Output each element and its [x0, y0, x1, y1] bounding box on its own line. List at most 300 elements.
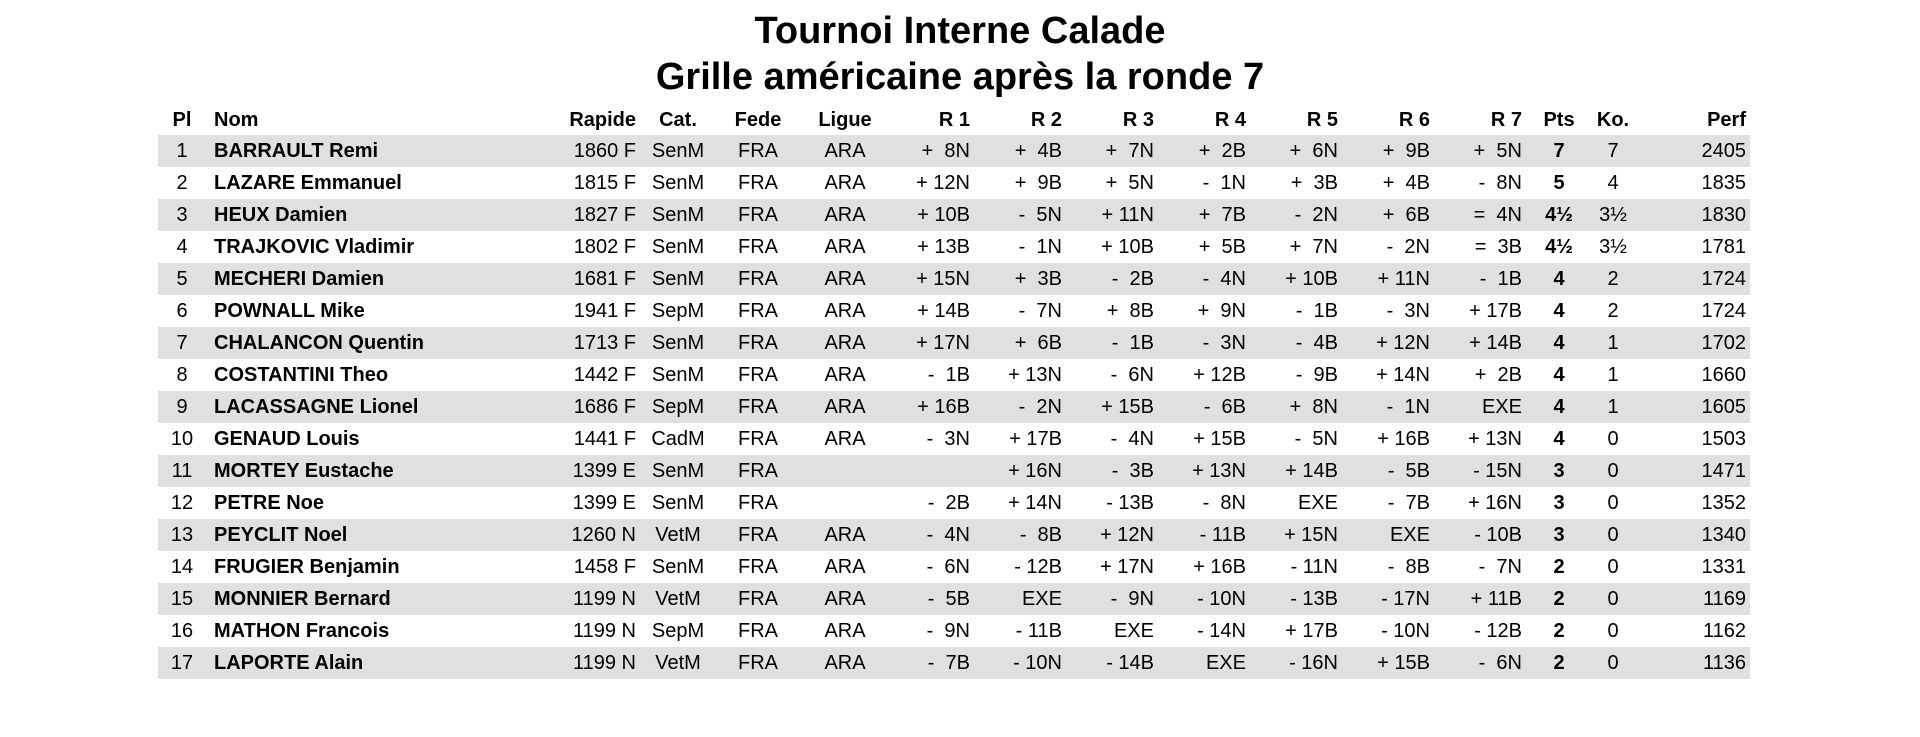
cell-r3: - 6N [1110, 363, 1154, 386]
cell-r4: + 15B [1193, 427, 1246, 450]
cell-nom: POWNALL Mike [214, 299, 365, 322]
cell-r2: - 10N [982, 647, 1074, 679]
cell-perf: 1724 [1701, 299, 1746, 322]
cell-r1: - 6N [926, 555, 970, 578]
cell-fede: FRA [716, 455, 800, 487]
cell-perf: 1724 [1642, 263, 1750, 295]
cell-ko: 4 [1607, 171, 1619, 194]
cell-ko: 0 [1584, 455, 1642, 487]
cell-r6: - 17N [1350, 583, 1442, 615]
cell-pl: 15 [158, 583, 206, 615]
cell-ko: 0 [1584, 647, 1642, 679]
cell-ko: 0 [1607, 555, 1619, 578]
cell-r5: - 5N [1294, 427, 1338, 450]
cell-perf: 1340 [1642, 519, 1750, 551]
cell-r6: + 4B [1382, 171, 1430, 194]
cell-r7: EXE [1442, 391, 1534, 423]
cell-r4: + 7B [1166, 199, 1258, 231]
cell-r7: - 10B [1442, 519, 1534, 551]
cell-r5: - 13B [1258, 583, 1350, 615]
cell-perf: 1605 [1642, 391, 1750, 423]
cell-r7: = 4N [1442, 199, 1534, 231]
cell-pl: 17 [158, 647, 206, 679]
cell-perf: 1162 [1702, 619, 1746, 642]
cell-r5: + 15N [1258, 519, 1350, 551]
cell-ligue: ARA [800, 135, 890, 167]
cell-r2: - 12B [1014, 555, 1062, 578]
cell-ko: 1 [1584, 391, 1642, 423]
cell-cat: CadM [651, 427, 705, 450]
page-title [0, 8, 1920, 100]
table-row [158, 391, 1750, 423]
cell-r4: - 8N [1202, 491, 1246, 514]
cell-r4: - 14N [1197, 619, 1246, 642]
cell-ligue: ARA [824, 427, 866, 450]
cell-rapide: 1941 F [573, 299, 636, 322]
cell-r4: - 6B [1166, 391, 1258, 423]
table-row [158, 583, 1750, 615]
cell-ko: 2 [1584, 263, 1642, 295]
header-r1: R 1 [938, 108, 970, 131]
cell-pl: 9 [158, 391, 206, 423]
table-row [158, 263, 1750, 295]
cell-ligue: ARA [800, 583, 890, 615]
cell-rapide: 1713 F [536, 327, 640, 359]
table-row [158, 327, 1750, 359]
cell-rapide: 1199 N [572, 619, 636, 642]
header-cat: Cat. [659, 108, 697, 131]
cell-perf: 1169 [1642, 583, 1750, 615]
cell-ko: 0 [1607, 427, 1619, 450]
cell-r6: + 14N [1376, 363, 1430, 386]
cell-ligue: ARA [800, 519, 890, 551]
cell-perf: 1835 [1701, 171, 1746, 194]
cell-r7: + 5N [1442, 135, 1534, 167]
cell-r2: - 5N [982, 199, 1074, 231]
table-row [158, 519, 1750, 551]
cell-r1: + 12N [916, 171, 970, 194]
cell-r5: - 1B [1295, 299, 1338, 322]
cell-pts: 4 [1534, 263, 1584, 295]
cell-pts: 2 [1534, 647, 1584, 679]
cell-fede: FRA [716, 263, 800, 295]
cell-r6: EXE [1350, 519, 1442, 551]
cell-r7: - 12B [1474, 619, 1522, 642]
cell-nom: FRUGIER Benjamin [214, 555, 400, 578]
cell-r5: - 11N [1290, 555, 1338, 578]
cell-r5: EXE [1297, 491, 1338, 514]
cell-perf: 2405 [1642, 135, 1750, 167]
header-rapide: Rapide [569, 108, 636, 131]
cell-r2: - 1N [1018, 235, 1062, 258]
cell-pts: 4½ [1534, 199, 1584, 231]
cell-r3: - 2B [1074, 263, 1166, 295]
cell-r1: + 15N [890, 263, 982, 295]
cell-r4: - 3N [1166, 327, 1258, 359]
cell-r1: - 5B [890, 583, 982, 615]
cell-r1: + 10B [890, 199, 982, 231]
cell-nom: MECHERI Damien [206, 263, 536, 295]
title-line-2: Grille américaine après la ronde 7 [655, 56, 1265, 98]
cell-rapide: 1441 F [573, 427, 636, 450]
cell-r6: + 9B [1350, 135, 1442, 167]
cell-pl: 7 [158, 327, 206, 359]
cell-cat: SepM [651, 299, 705, 322]
cell-r4: + 13N [1166, 455, 1258, 487]
cell-ligue: ARA [800, 647, 890, 679]
cell-nom: MORTEY Eustache [206, 455, 536, 487]
cell-r4: + 9N [1197, 299, 1246, 322]
cell-r3: - 14B [1074, 647, 1166, 679]
cell-pts: 4½ [1545, 235, 1573, 258]
cell-r2: - 7N [1018, 299, 1062, 322]
cell-r3: + 7N [1074, 135, 1166, 167]
cell-rapide: 1802 F [573, 235, 636, 258]
table-row [158, 359, 1750, 391]
cell-r2: + 9B [1014, 171, 1062, 194]
cell-fede: FRA [716, 199, 800, 231]
cell-pts: 4 [1553, 299, 1565, 322]
header-r4: R 4 [1214, 108, 1246, 131]
cell-r4: - 1N [1202, 171, 1246, 194]
cell-r1: - 7B [890, 647, 982, 679]
cell-nom: GENAUD Louis [214, 427, 360, 450]
cell-r4: + 12B [1193, 363, 1246, 386]
cell-r7: - 1B [1442, 263, 1534, 295]
cell-ligue: ARA [824, 363, 866, 386]
cell-r2: - 8B [982, 519, 1074, 551]
cell-r5: + 14B [1258, 455, 1350, 487]
cell-rapide: 1442 F [573, 363, 636, 386]
cell-cat: SenM [640, 199, 716, 231]
cell-rapide: 1199 N [536, 647, 640, 679]
cell-r6: - 7B [1387, 491, 1430, 514]
cell-r2: - 11B [1015, 619, 1062, 642]
cell-cat: SenM [640, 327, 716, 359]
cell-pl: 6 [176, 299, 188, 322]
cell-ligue: ARA [824, 555, 866, 578]
cell-r5: + 3B [1290, 171, 1338, 194]
cell-pts: 3 [1553, 491, 1565, 514]
cell-r1: - 3N [926, 427, 970, 450]
cell-perf: 1136 [1642, 647, 1750, 679]
cell-ko: 1 [1607, 363, 1619, 386]
cell-rapide: 1458 F [573, 555, 636, 578]
cell-r1: + 13B [917, 235, 970, 258]
cell-perf: 1331 [1701, 555, 1746, 578]
cell-r2: + 16N [982, 455, 1074, 487]
cell-pts: 2 [1553, 619, 1565, 642]
cell-r7: = 3B [1474, 235, 1522, 258]
cell-r6: - 5B [1350, 455, 1442, 487]
cell-cat: VetM [640, 583, 716, 615]
cell-r5: + 17B [1285, 619, 1338, 642]
cell-r5: + 6N [1258, 135, 1350, 167]
cell-pl: 2 [176, 171, 188, 194]
cell-r2: + 14N [1008, 491, 1062, 514]
cell-fede: FRA [738, 491, 778, 514]
cell-ko: 3½ [1599, 235, 1627, 258]
cell-r6: - 10N [1381, 619, 1430, 642]
cell-fede: FRA [738, 363, 778, 386]
cell-fede: FRA [738, 555, 778, 578]
cell-cat: SenM [640, 263, 716, 295]
cell-r4: - 10N [1166, 583, 1258, 615]
header-ko: Ko. [1596, 108, 1630, 131]
cell-r6: - 8B [1387, 555, 1430, 578]
cell-nom: PETRE Noe [214, 491, 325, 514]
header-r3: R 3 [1122, 108, 1154, 131]
cell-pts: 3 [1534, 519, 1584, 551]
cell-ligue: ARA [800, 199, 890, 231]
cell-r4: - 4N [1166, 263, 1258, 295]
cell-pts: 2 [1534, 583, 1584, 615]
cell-pl: 8 [176, 363, 188, 386]
cell-ligue: ARA [824, 171, 866, 194]
cell-nom: LACASSAGNE Lionel [206, 391, 536, 423]
cell-rapide: 1815 F [573, 171, 636, 194]
cell-r2: + 17B [1009, 427, 1062, 450]
cell-fede: FRA [738, 619, 778, 642]
cell-rapide: 1681 F [536, 263, 640, 295]
header-r6: R 6 [1398, 108, 1430, 131]
cell-r5: - 16N [1258, 647, 1350, 679]
cell-r6: + 6B [1350, 199, 1442, 231]
header-fede: Fede [734, 108, 782, 131]
cell-ko: 0 [1607, 491, 1619, 514]
cell-perf: 1352 [1701, 491, 1746, 514]
cell-pl: 11 [158, 455, 206, 487]
cell-nom: TRAJKOVIC Vladimir [214, 235, 415, 258]
cell-cat: SenM [640, 455, 716, 487]
cell-cat: VetM [640, 647, 716, 679]
cell-r5: - 4B [1258, 327, 1350, 359]
cell-r3: + 15B [1074, 391, 1166, 423]
cell-fede: FRA [738, 235, 778, 258]
cell-r7: + 13N [1468, 427, 1522, 450]
cell-ko: 0 [1584, 519, 1642, 551]
cell-ligue: ARA [824, 235, 866, 258]
cell-ko: 0 [1607, 619, 1619, 642]
table-row [158, 423, 1750, 455]
cell-pl: 16 [170, 619, 194, 642]
cell-ligue: ARA [800, 327, 890, 359]
cell-r3: + 8B [1106, 299, 1154, 322]
cell-r1 [890, 455, 982, 487]
cell-nom: HEUX Damien [206, 199, 536, 231]
cell-nom: CHALANCON Quentin [206, 327, 536, 359]
cell-pts: 2 [1553, 555, 1565, 578]
cell-r5: + 7N [1289, 235, 1338, 258]
cell-ligue [800, 487, 890, 519]
cell-cat: SenM [651, 171, 705, 194]
cell-cat: SenM [640, 135, 716, 167]
header-perf: Perf [1707, 108, 1746, 131]
cell-fede: FRA [716, 135, 800, 167]
cell-rapide: 1199 N [536, 583, 640, 615]
header-nom: Nom [214, 108, 259, 131]
cell-perf: 1702 [1642, 327, 1750, 359]
cell-r5: - 9B [1295, 363, 1338, 386]
table-row [158, 647, 1750, 679]
cell-r4: + 5B [1198, 235, 1246, 258]
cell-perf: 1660 [1701, 363, 1746, 386]
header-ligue: Ligue [818, 108, 872, 131]
cell-ko: 3½ [1584, 199, 1642, 231]
cell-fede: FRA [738, 427, 778, 450]
cell-r1: - 4N [890, 519, 982, 551]
cell-pl: 1 [158, 135, 206, 167]
cell-pl: 10 [170, 427, 194, 450]
cell-cat: SenM [651, 491, 705, 514]
cell-fede: FRA [738, 171, 778, 194]
cell-nom: LAPORTE Alain [206, 647, 536, 679]
cell-pts: 4 [1534, 391, 1584, 423]
cell-r7: + 11B [1442, 583, 1534, 615]
cell-r7: - 7N [1478, 555, 1522, 578]
standings-table [158, 105, 1750, 679]
cell-fede: FRA [716, 647, 800, 679]
cell-r7: - 8N [1478, 171, 1522, 194]
cell-r3: + 12N [1074, 519, 1166, 551]
cell-perf: 1471 [1642, 455, 1750, 487]
cell-r3: - 13B [1106, 491, 1154, 514]
cell-perf: 1781 [1701, 235, 1746, 258]
table-row [158, 167, 1750, 199]
cell-fede: FRA [716, 519, 800, 551]
cell-r5: + 8N [1258, 391, 1350, 423]
table-row [158, 615, 1750, 647]
cell-pl: 12 [170, 491, 194, 514]
cell-nom: PEYCLIT Noel [206, 519, 536, 551]
cell-r7: + 14B [1442, 327, 1534, 359]
cell-r3: + 11N [1074, 199, 1166, 231]
cell-r7: - 15N [1442, 455, 1534, 487]
cell-pl: 3 [158, 199, 206, 231]
cell-r5: - 2N [1258, 199, 1350, 231]
cell-r2: EXE [982, 583, 1074, 615]
cell-r7: - 6N [1442, 647, 1534, 679]
cell-rapide: 1686 F [536, 391, 640, 423]
cell-nom: LAZARE Emmanuel [214, 171, 402, 194]
cell-r3: - 4N [1110, 427, 1154, 450]
cell-r3: + 17N [1100, 555, 1154, 578]
cell-fede: FRA [716, 391, 800, 423]
cell-pts: 5 [1553, 171, 1565, 194]
table-row [158, 231, 1750, 263]
cell-r7: + 16N [1468, 491, 1522, 514]
cell-r1: - 1B [927, 363, 970, 386]
cell-nom: MONNIER Bernard [206, 583, 536, 615]
cell-r6: + 11N [1350, 263, 1442, 295]
cell-r1: - 2B [927, 491, 970, 514]
cell-r6: + 16B [1377, 427, 1430, 450]
cell-rapide: 1827 F [536, 199, 640, 231]
cell-fede: FRA [738, 299, 778, 322]
cell-rapide: 1399 E [572, 491, 636, 514]
cell-fede: FRA [716, 327, 800, 359]
header-pts: Pts [1543, 108, 1575, 131]
cell-rapide: 1860 F [536, 135, 640, 167]
cell-nom: MATHON Francois [214, 619, 390, 642]
cell-pts: 3 [1534, 455, 1584, 487]
cell-pts: 4 [1553, 363, 1565, 386]
cell-nom: COSTANTINI Theo [214, 363, 389, 386]
cell-r3: - 1B [1074, 327, 1166, 359]
cell-r6: - 3N [1386, 299, 1430, 322]
cell-r1: + 17N [890, 327, 982, 359]
cell-pts: 7 [1534, 135, 1584, 167]
cell-ko: 2 [1607, 299, 1619, 322]
cell-r3: - 3B [1074, 455, 1166, 487]
cell-r4: EXE [1166, 647, 1258, 679]
cell-r2: + 6B [982, 327, 1074, 359]
table-body [158, 135, 1750, 679]
cell-pl: 5 [158, 263, 206, 295]
header-r7: R 7 [1490, 108, 1522, 131]
cell-ko: 7 [1584, 135, 1642, 167]
cell-cat: SenM [651, 363, 705, 386]
cell-rapide: 1399 E [536, 455, 640, 487]
cell-r7: + 17B [1469, 299, 1522, 322]
cell-pl: 13 [158, 519, 206, 551]
cell-ligue [800, 455, 890, 487]
cell-r2: + 13N [1008, 363, 1062, 386]
cell-pl: 14 [170, 555, 194, 578]
cell-r1: + 16B [890, 391, 982, 423]
cell-r6: - 2N [1386, 235, 1430, 258]
cell-ligue: ARA [800, 263, 890, 295]
cell-r3: - 9N [1074, 583, 1166, 615]
header-r2: R 2 [1030, 108, 1062, 131]
cell-ko: 0 [1584, 583, 1642, 615]
cell-r2: + 4B [982, 135, 1074, 167]
cell-perf: 1830 [1642, 199, 1750, 231]
header-pl: Pl [172, 108, 192, 131]
cell-r6: + 15B [1350, 647, 1442, 679]
cell-r7: + 2B [1474, 363, 1522, 386]
header-r5: R 5 [1306, 108, 1338, 131]
table-row [158, 295, 1750, 327]
cell-cat: VetM [640, 519, 716, 551]
cell-r2: + 3B [982, 263, 1074, 295]
cell-cat: SenM [651, 555, 705, 578]
table-row [158, 551, 1750, 583]
cell-cat: SepM [640, 391, 716, 423]
table-row [158, 135, 1750, 167]
table-header [158, 105, 1750, 135]
cell-r3: EXE [1113, 619, 1154, 642]
cell-r1: - 9N [926, 619, 970, 642]
cell-perf: 1503 [1701, 427, 1746, 450]
cell-cat: SenM [651, 235, 705, 258]
title-line-1: Tournoi Interne Calade [754, 10, 1166, 52]
table-row [158, 455, 1750, 487]
cell-r5: + 10B [1258, 263, 1350, 295]
cell-pts: 4 [1534, 327, 1584, 359]
cell-ko: 1 [1584, 327, 1642, 359]
cell-r6: - 1N [1350, 391, 1442, 423]
cell-pts: 4 [1553, 427, 1565, 450]
cell-r1: + 14B [917, 299, 970, 322]
cell-r2: - 2N [982, 391, 1074, 423]
cell-ligue: ARA [824, 299, 866, 322]
cell-rapide: 1260 N [536, 519, 640, 551]
cell-fede: FRA [716, 583, 800, 615]
cell-r3: + 5N [1105, 171, 1154, 194]
cell-ligue: ARA [824, 619, 866, 642]
cell-cat: SepM [651, 619, 705, 642]
